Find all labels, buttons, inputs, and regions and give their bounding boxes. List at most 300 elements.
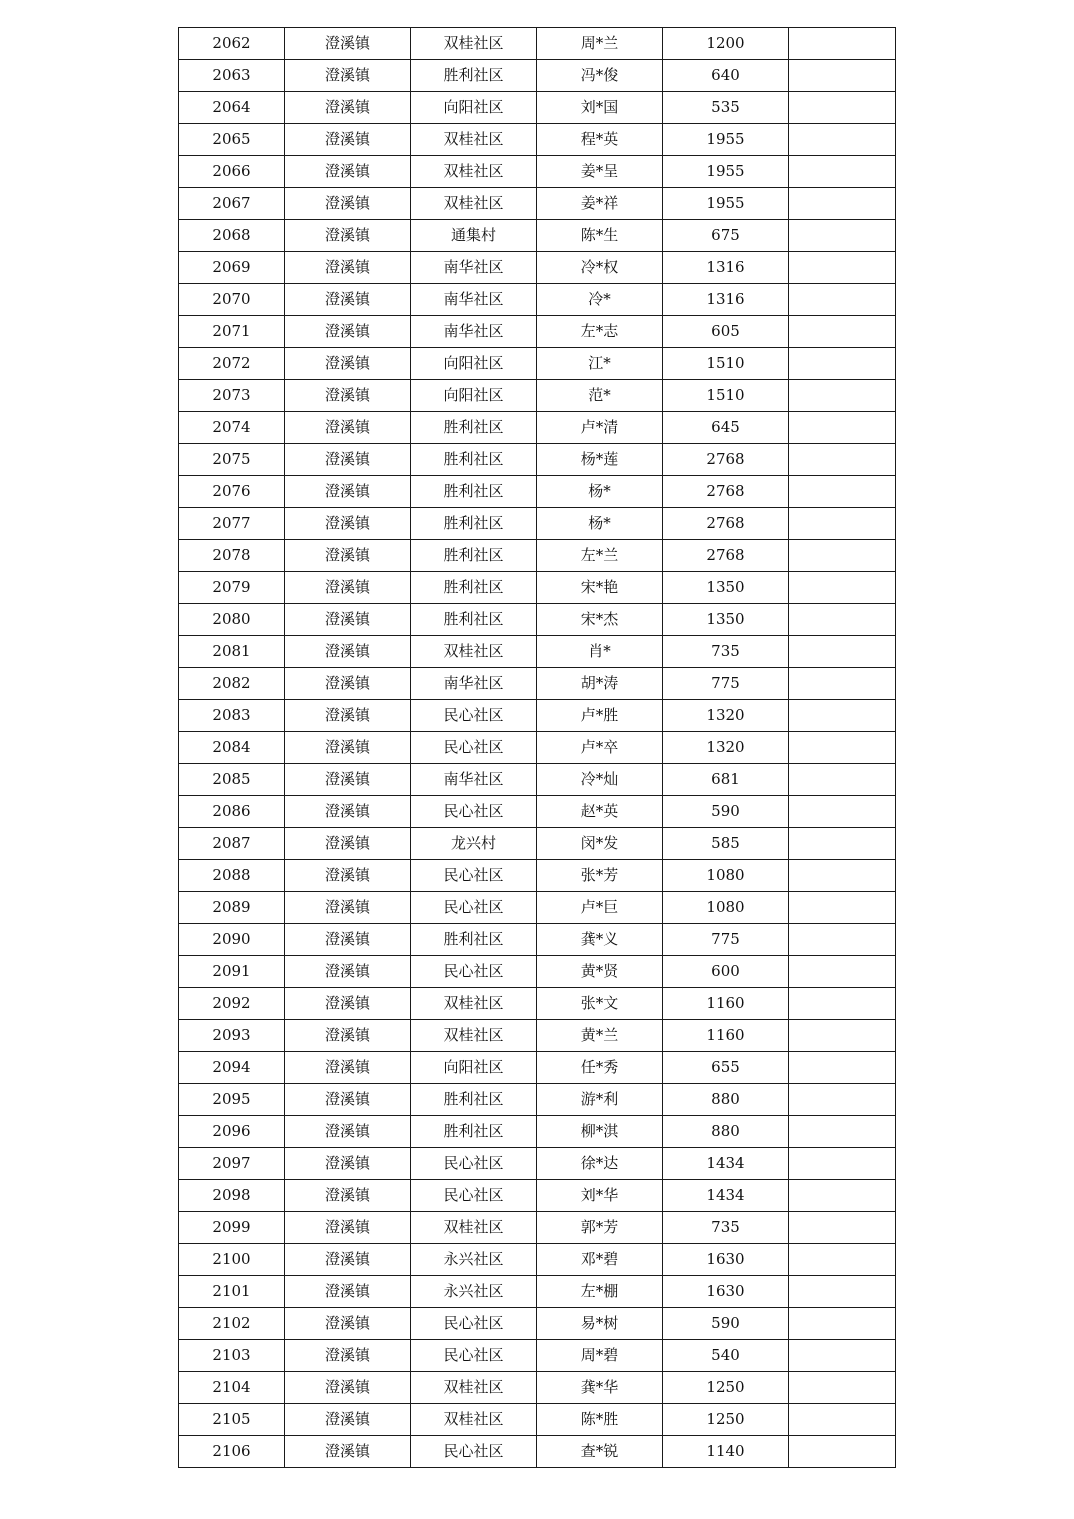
table-row [179, 316, 896, 348]
row-number-cell: 2090 [179, 924, 285, 956]
table-row [179, 28, 896, 60]
community-cell: 双桂社区 [411, 636, 537, 668]
amount-cell: 775 [663, 924, 789, 956]
name-cell: 程*英 [537, 124, 663, 156]
amount-cell: 1160 [663, 988, 789, 1020]
note-cell [789, 668, 896, 700]
note-cell [789, 700, 896, 732]
community-cell: 双桂社区 [411, 1020, 537, 1052]
note-cell [789, 316, 896, 348]
note-cell [789, 1020, 896, 1052]
row-number-cell: 2098 [179, 1180, 285, 1212]
town-cell: 澄溪镇 [285, 764, 411, 796]
name-cell: 姜*祥 [537, 188, 663, 220]
row-number-cell: 2085 [179, 764, 285, 796]
name-cell: 范* [537, 380, 663, 412]
name-cell: 周*兰 [537, 28, 663, 60]
table-row [179, 1148, 896, 1180]
table-row [179, 476, 896, 508]
amount-cell: 1350 [663, 604, 789, 636]
name-cell: 易*树 [537, 1308, 663, 1340]
note-cell [789, 828, 896, 860]
table-row [179, 1180, 896, 1212]
note-cell [789, 1212, 896, 1244]
community-cell: 胜利社区 [411, 924, 537, 956]
name-cell: 闵*发 [537, 828, 663, 860]
row-number-cell: 2066 [179, 156, 285, 188]
table-row [179, 60, 896, 92]
name-cell: 杨* [537, 508, 663, 540]
town-cell: 澄溪镇 [285, 444, 411, 476]
amount-cell: 535 [663, 92, 789, 124]
note-cell [789, 444, 896, 476]
note-cell [789, 764, 896, 796]
note-cell [789, 92, 896, 124]
name-cell: 卢*胜 [537, 700, 663, 732]
town-cell: 澄溪镇 [285, 1212, 411, 1244]
community-cell: 民心社区 [411, 732, 537, 764]
name-cell: 左*棚 [537, 1276, 663, 1308]
name-cell: 黄*贤 [537, 956, 663, 988]
table-row [179, 1404, 896, 1436]
note-cell [789, 284, 896, 316]
name-cell: 冷*权 [537, 252, 663, 284]
note-cell [789, 1308, 896, 1340]
amount-cell: 1955 [663, 124, 789, 156]
community-cell: 胜利社区 [411, 1116, 537, 1148]
data-table [178, 27, 896, 1468]
community-cell: 向阳社区 [411, 348, 537, 380]
note-cell [789, 1052, 896, 1084]
table-row [179, 188, 896, 220]
town-cell: 澄溪镇 [285, 1340, 411, 1372]
community-cell: 民心社区 [411, 892, 537, 924]
note-cell [789, 956, 896, 988]
row-number-cell: 2105 [179, 1404, 285, 1436]
town-cell: 澄溪镇 [285, 988, 411, 1020]
row-number-cell: 2075 [179, 444, 285, 476]
row-number-cell: 2088 [179, 860, 285, 892]
note-cell [789, 604, 896, 636]
town-cell: 澄溪镇 [285, 668, 411, 700]
town-cell: 澄溪镇 [285, 636, 411, 668]
amount-cell: 640 [663, 60, 789, 92]
community-cell: 民心社区 [411, 956, 537, 988]
row-number-cell: 2067 [179, 188, 285, 220]
table-row [179, 1212, 896, 1244]
row-number-cell: 2068 [179, 220, 285, 252]
row-number-cell: 2102 [179, 1308, 285, 1340]
row-number-cell: 2087 [179, 828, 285, 860]
town-cell: 澄溪镇 [285, 700, 411, 732]
town-cell: 澄溪镇 [285, 1276, 411, 1308]
amount-cell: 2768 [663, 540, 789, 572]
table-row [179, 860, 896, 892]
table-row [179, 764, 896, 796]
table-row [179, 700, 896, 732]
note-cell [789, 252, 896, 284]
community-cell: 南华社区 [411, 252, 537, 284]
note-cell [789, 860, 896, 892]
table-row [179, 508, 896, 540]
community-cell: 双桂社区 [411, 988, 537, 1020]
amount-cell: 540 [663, 1340, 789, 1372]
town-cell: 澄溪镇 [285, 956, 411, 988]
amount-cell: 1250 [663, 1404, 789, 1436]
table-row [179, 636, 896, 668]
amount-cell: 1434 [663, 1180, 789, 1212]
town-cell: 澄溪镇 [285, 252, 411, 284]
name-cell: 刘*国 [537, 92, 663, 124]
community-cell: 南华社区 [411, 764, 537, 796]
note-cell [789, 540, 896, 572]
name-cell: 陈*胜 [537, 1404, 663, 1436]
name-cell: 龚*义 [537, 924, 663, 956]
note-cell [789, 1180, 896, 1212]
note-cell [789, 1372, 896, 1404]
community-cell: 胜利社区 [411, 1084, 537, 1116]
amount-cell: 1250 [663, 1372, 789, 1404]
table-row [179, 1340, 896, 1372]
town-cell: 澄溪镇 [285, 572, 411, 604]
amount-cell: 655 [663, 1052, 789, 1084]
community-cell: 民心社区 [411, 860, 537, 892]
note-cell [789, 796, 896, 828]
row-number-cell: 2070 [179, 284, 285, 316]
amount-cell: 2768 [663, 476, 789, 508]
name-cell: 冷* [537, 284, 663, 316]
amount-cell: 1316 [663, 252, 789, 284]
row-number-cell: 2086 [179, 796, 285, 828]
community-cell: 民心社区 [411, 1340, 537, 1372]
table-row [179, 1372, 896, 1404]
name-cell: 赵*英 [537, 796, 663, 828]
name-cell: 徐*达 [537, 1148, 663, 1180]
row-number-cell: 2079 [179, 572, 285, 604]
town-cell: 澄溪镇 [285, 1436, 411, 1468]
row-number-cell: 2077 [179, 508, 285, 540]
table-row [179, 92, 896, 124]
table-row [179, 1436, 896, 1468]
town-cell: 澄溪镇 [285, 1244, 411, 1276]
town-cell: 澄溪镇 [285, 60, 411, 92]
amount-cell: 735 [663, 636, 789, 668]
community-cell: 双桂社区 [411, 124, 537, 156]
name-cell: 卢*巨 [537, 892, 663, 924]
note-cell [789, 156, 896, 188]
amount-cell: 880 [663, 1116, 789, 1148]
note-cell [789, 636, 896, 668]
town-cell: 澄溪镇 [285, 1084, 411, 1116]
community-cell: 双桂社区 [411, 1212, 537, 1244]
amount-cell: 1955 [663, 188, 789, 220]
amount-cell: 1320 [663, 732, 789, 764]
table-row [179, 252, 896, 284]
row-number-cell: 2091 [179, 956, 285, 988]
amount-cell: 681 [663, 764, 789, 796]
table-row [179, 124, 896, 156]
note-cell [789, 380, 896, 412]
row-number-cell: 2093 [179, 1020, 285, 1052]
table-row [179, 604, 896, 636]
town-cell: 澄溪镇 [285, 348, 411, 380]
name-cell: 刘*华 [537, 1180, 663, 1212]
community-cell: 南华社区 [411, 668, 537, 700]
community-cell: 双桂社区 [411, 1404, 537, 1436]
community-cell: 胜利社区 [411, 540, 537, 572]
community-cell: 胜利社区 [411, 444, 537, 476]
note-cell [789, 1148, 896, 1180]
amount-cell: 1200 [663, 28, 789, 60]
row-number-cell: 2083 [179, 700, 285, 732]
name-cell: 冯*俊 [537, 60, 663, 92]
table-row [179, 156, 896, 188]
amount-cell: 1350 [663, 572, 789, 604]
name-cell: 宋*杰 [537, 604, 663, 636]
name-cell: 张*文 [537, 988, 663, 1020]
community-cell: 双桂社区 [411, 156, 537, 188]
community-cell: 胜利社区 [411, 604, 537, 636]
note-cell [789, 1116, 896, 1148]
note-cell [789, 572, 896, 604]
table-row [179, 828, 896, 860]
name-cell: 柳*淇 [537, 1116, 663, 1148]
table-row [179, 956, 896, 988]
name-cell: 卢*卒 [537, 732, 663, 764]
community-cell: 胜利社区 [411, 60, 537, 92]
amount-cell: 1510 [663, 348, 789, 380]
amount-cell: 600 [663, 956, 789, 988]
town-cell: 澄溪镇 [285, 124, 411, 156]
row-number-cell: 2104 [179, 1372, 285, 1404]
town-cell: 澄溪镇 [285, 892, 411, 924]
town-cell: 澄溪镇 [285, 508, 411, 540]
table-row [179, 348, 896, 380]
note-cell [789, 1276, 896, 1308]
table-row [179, 1116, 896, 1148]
row-number-cell: 2065 [179, 124, 285, 156]
town-cell: 澄溪镇 [285, 1020, 411, 1052]
community-cell: 民心社区 [411, 796, 537, 828]
row-number-cell: 2106 [179, 1436, 285, 1468]
amount-cell: 645 [663, 412, 789, 444]
row-number-cell: 2101 [179, 1276, 285, 1308]
town-cell: 澄溪镇 [285, 828, 411, 860]
name-cell: 胡*涛 [537, 668, 663, 700]
town-cell: 澄溪镇 [285, 604, 411, 636]
community-cell: 民心社区 [411, 1436, 537, 1468]
community-cell: 双桂社区 [411, 28, 537, 60]
amount-cell: 605 [663, 316, 789, 348]
row-number-cell: 2094 [179, 1052, 285, 1084]
table-row [179, 1308, 896, 1340]
name-cell: 冷*灿 [537, 764, 663, 796]
note-cell [789, 124, 896, 156]
community-cell: 南华社区 [411, 316, 537, 348]
amount-cell: 2768 [663, 508, 789, 540]
row-number-cell: 2064 [179, 92, 285, 124]
community-cell: 胜利社区 [411, 572, 537, 604]
amount-cell: 1510 [663, 380, 789, 412]
amount-cell: 880 [663, 1084, 789, 1116]
town-cell: 澄溪镇 [285, 316, 411, 348]
town-cell: 澄溪镇 [285, 1404, 411, 1436]
table-row [179, 892, 896, 924]
row-number-cell: 2063 [179, 60, 285, 92]
town-cell: 澄溪镇 [285, 92, 411, 124]
name-cell: 邓*碧 [537, 1244, 663, 1276]
note-cell [789, 1404, 896, 1436]
community-cell: 向阳社区 [411, 92, 537, 124]
table-row [179, 412, 896, 444]
table-row [179, 796, 896, 828]
row-number-cell: 2103 [179, 1340, 285, 1372]
town-cell: 澄溪镇 [285, 1180, 411, 1212]
community-cell: 胜利社区 [411, 412, 537, 444]
name-cell: 姜*呈 [537, 156, 663, 188]
town-cell: 澄溪镇 [285, 476, 411, 508]
row-number-cell: 2099 [179, 1212, 285, 1244]
row-number-cell: 2100 [179, 1244, 285, 1276]
town-cell: 澄溪镇 [285, 860, 411, 892]
town-cell: 澄溪镇 [285, 412, 411, 444]
amount-cell: 735 [663, 1212, 789, 1244]
row-number-cell: 2074 [179, 412, 285, 444]
name-cell: 肖* [537, 636, 663, 668]
table-row [179, 284, 896, 316]
note-cell [789, 892, 896, 924]
amount-cell: 1080 [663, 860, 789, 892]
name-cell: 陈*生 [537, 220, 663, 252]
note-cell [789, 508, 896, 540]
town-cell: 澄溪镇 [285, 220, 411, 252]
row-number-cell: 2097 [179, 1148, 285, 1180]
amount-cell: 2768 [663, 444, 789, 476]
name-cell: 龚*华 [537, 1372, 663, 1404]
name-cell: 杨*莲 [537, 444, 663, 476]
community-cell: 南华社区 [411, 284, 537, 316]
row-number-cell: 2080 [179, 604, 285, 636]
town-cell: 澄溪镇 [285, 1372, 411, 1404]
amount-cell: 775 [663, 668, 789, 700]
name-cell: 江* [537, 348, 663, 380]
name-cell: 任*秀 [537, 1052, 663, 1084]
row-number-cell: 2095 [179, 1084, 285, 1116]
amount-cell: 1080 [663, 892, 789, 924]
name-cell: 周*碧 [537, 1340, 663, 1372]
community-cell: 向阳社区 [411, 380, 537, 412]
town-cell: 澄溪镇 [285, 796, 411, 828]
note-cell [789, 924, 896, 956]
town-cell: 澄溪镇 [285, 732, 411, 764]
note-cell [789, 348, 896, 380]
town-cell: 澄溪镇 [285, 1052, 411, 1084]
table-row [179, 924, 896, 956]
community-cell: 民心社区 [411, 700, 537, 732]
name-cell: 郭*芳 [537, 1212, 663, 1244]
note-cell [789, 188, 896, 220]
name-cell: 张*芳 [537, 860, 663, 892]
row-number-cell: 2092 [179, 988, 285, 1020]
name-cell: 左*志 [537, 316, 663, 348]
note-cell [789, 28, 896, 60]
town-cell: 澄溪镇 [285, 540, 411, 572]
name-cell: 查*锐 [537, 1436, 663, 1468]
note-cell [789, 60, 896, 92]
note-cell [789, 1244, 896, 1276]
row-number-cell: 2084 [179, 732, 285, 764]
community-cell: 通集村 [411, 220, 537, 252]
community-cell: 胜利社区 [411, 508, 537, 540]
town-cell: 澄溪镇 [285, 1116, 411, 1148]
table-row [179, 988, 896, 1020]
table-row [179, 540, 896, 572]
community-cell: 民心社区 [411, 1148, 537, 1180]
town-cell: 澄溪镇 [285, 380, 411, 412]
note-cell [789, 476, 896, 508]
note-cell [789, 1084, 896, 1116]
table-row [179, 572, 896, 604]
note-cell [789, 1436, 896, 1468]
amount-cell: 675 [663, 220, 789, 252]
row-number-cell: 2076 [179, 476, 285, 508]
table-row [179, 1244, 896, 1276]
row-number-cell: 2062 [179, 28, 285, 60]
row-number-cell: 2082 [179, 668, 285, 700]
amount-cell: 1434 [663, 1148, 789, 1180]
name-cell: 左*兰 [537, 540, 663, 572]
name-cell: 黄*兰 [537, 1020, 663, 1052]
town-cell: 澄溪镇 [285, 156, 411, 188]
name-cell: 卢*清 [537, 412, 663, 444]
name-cell: 杨* [537, 476, 663, 508]
town-cell: 澄溪镇 [285, 1148, 411, 1180]
table-row [179, 220, 896, 252]
amount-cell: 1630 [663, 1276, 789, 1308]
community-cell: 龙兴村 [411, 828, 537, 860]
row-number-cell: 2073 [179, 380, 285, 412]
town-cell: 澄溪镇 [285, 188, 411, 220]
row-number-cell: 2096 [179, 1116, 285, 1148]
town-cell: 澄溪镇 [285, 284, 411, 316]
amount-cell: 590 [663, 796, 789, 828]
community-cell: 双桂社区 [411, 188, 537, 220]
amount-cell: 590 [663, 1308, 789, 1340]
row-number-cell: 2078 [179, 540, 285, 572]
row-number-cell: 2081 [179, 636, 285, 668]
town-cell: 澄溪镇 [285, 28, 411, 60]
note-cell [789, 220, 896, 252]
note-cell [789, 412, 896, 444]
note-cell [789, 988, 896, 1020]
table-row [179, 1020, 896, 1052]
amount-cell: 1316 [663, 284, 789, 316]
community-cell: 永兴社区 [411, 1276, 537, 1308]
amount-cell: 1955 [663, 156, 789, 188]
document-page [178, 27, 895, 1468]
table-body [179, 28, 896, 1468]
town-cell: 澄溪镇 [285, 1308, 411, 1340]
amount-cell: 1630 [663, 1244, 789, 1276]
amount-cell: 1320 [663, 700, 789, 732]
row-number-cell: 2069 [179, 252, 285, 284]
community-cell: 胜利社区 [411, 476, 537, 508]
community-cell: 永兴社区 [411, 1244, 537, 1276]
name-cell: 游*利 [537, 1084, 663, 1116]
note-cell [789, 732, 896, 764]
table-row [179, 668, 896, 700]
name-cell: 宋*艳 [537, 572, 663, 604]
